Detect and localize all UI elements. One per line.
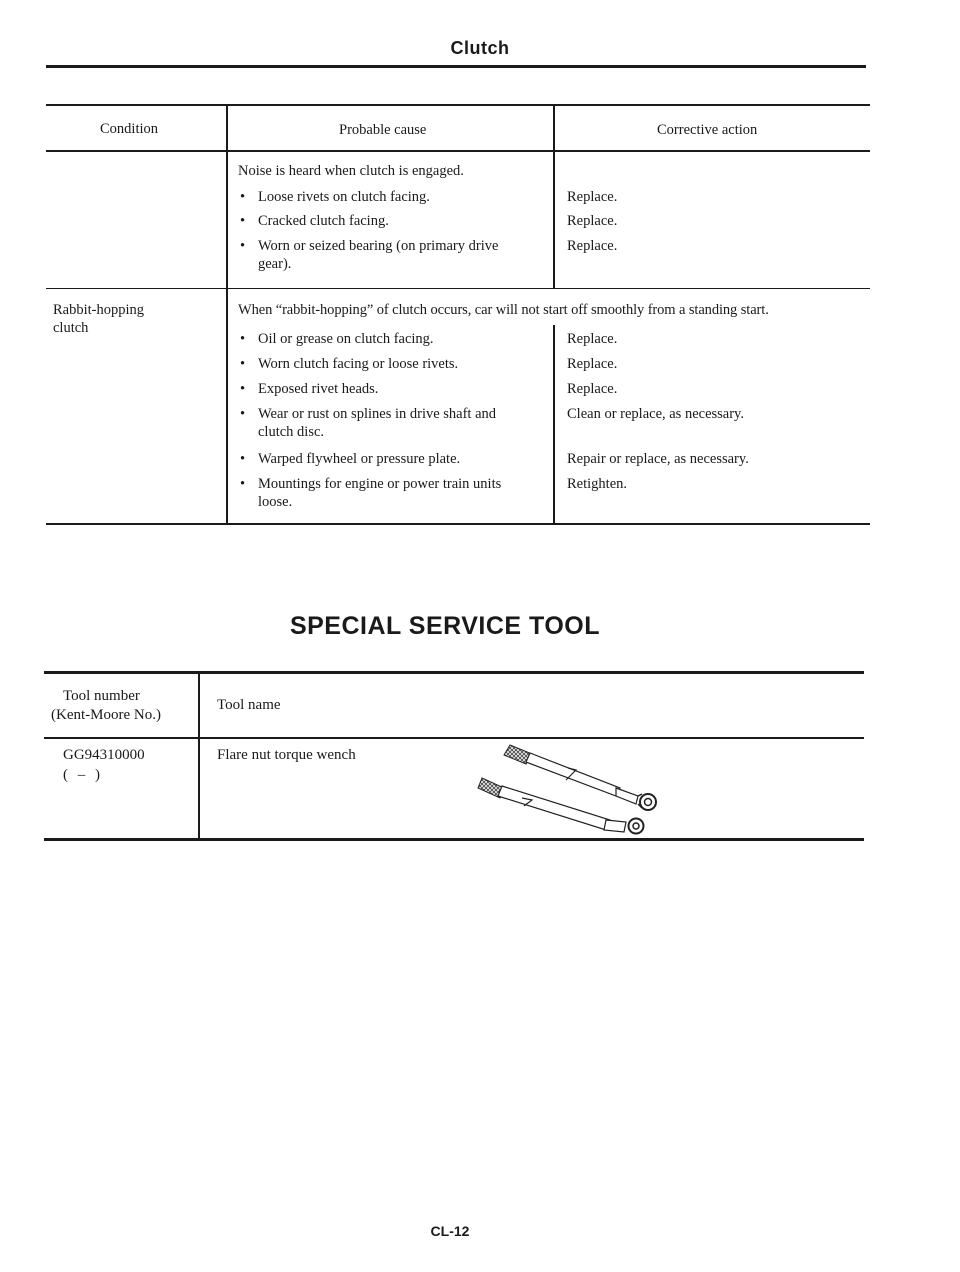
list-item-action: Replace.	[567, 356, 618, 372]
table-top-rule	[46, 104, 870, 106]
condition-label-continued: clutch	[53, 320, 89, 336]
list-item-cause: • Exposed rivet heads.	[258, 381, 378, 398]
column-header-condition: Condition	[100, 121, 159, 137]
list-item-cause-continued: clutch disc.	[258, 424, 325, 440]
list-item-action: Clean or replace, as necessary.	[567, 406, 744, 422]
list-item-cause: • Wear or rust on splines in drive shaft and	[258, 406, 496, 423]
list-item-cause-continued: gear).	[258, 256, 292, 272]
group-divider-rule	[46, 288, 870, 289]
table-col-divider-2a	[553, 104, 555, 288]
list-item-cause: • Cracked clutch facing.	[258, 213, 389, 230]
table-header-rule	[46, 150, 870, 152]
tool-name: Flare nut torque wench	[217, 747, 356, 763]
list-item-cause-continued: loose.	[258, 494, 293, 510]
tool-table-top-rule	[44, 671, 864, 674]
column-header-kent-moore: (Kent-Moore No.)	[51, 707, 161, 723]
section-heading-special-service-tool: SPECIAL SERVICE TOOL	[289, 612, 601, 640]
column-header-tool-name: Tool name	[217, 697, 281, 713]
tool-number: GG94310000	[63, 747, 145, 763]
list-item-action: Replace.	[567, 381, 618, 397]
column-header-corrective-action: Corrective action	[657, 122, 758, 138]
list-item-action: Replace.	[567, 189, 618, 205]
list-item-cause: • Oil or grease on clutch facing.	[258, 331, 434, 348]
list-item-cause: • Worn clutch facing or loose rivets.	[258, 356, 458, 373]
table-bottom-rule	[46, 523, 870, 525]
column-header-probable-cause: Probable cause	[339, 122, 427, 138]
list-item-action: Replace.	[567, 331, 618, 347]
list-item-action: Replace.	[567, 238, 618, 254]
group1-intro: Noise is heard when clutch is engaged.	[238, 163, 464, 179]
column-header-tool-number: Tool number	[63, 688, 140, 704]
condition-label: Rabbit-hopping	[53, 302, 145, 318]
list-item-action: Replace.	[567, 213, 618, 229]
torque-wrench-icon	[470, 740, 670, 836]
list-item-cause: • Warped flywheel or pressure plate.	[258, 451, 460, 468]
list-item-action: Repair or replace, as necessary.	[567, 451, 749, 467]
page-header-title: Clutch	[450, 38, 510, 58]
table-col-divider-2b	[553, 325, 555, 524]
page-number: CL-12	[430, 1223, 470, 1239]
tool-table-header-rule	[44, 737, 864, 739]
tool-table-bottom-rule	[44, 838, 864, 841]
list-item-action: Retighten.	[567, 476, 628, 492]
header-rule	[46, 65, 866, 68]
group2-intro: When “rabbit-hopping” of clutch occurs, car will not start off smoothly from a standing start.	[238, 302, 769, 318]
tool-kent-moore-number: ( – )	[63, 767, 103, 783]
list-item-cause: • Worn or seized bearing (on primary drive	[258, 238, 498, 255]
list-item-cause: • Loose rivets on clutch facing.	[258, 189, 430, 206]
table-col-divider-1	[226, 104, 228, 524]
tool-table-col-divider	[198, 672, 200, 840]
list-item-cause: • Mountings for engine or power train units	[258, 476, 501, 493]
